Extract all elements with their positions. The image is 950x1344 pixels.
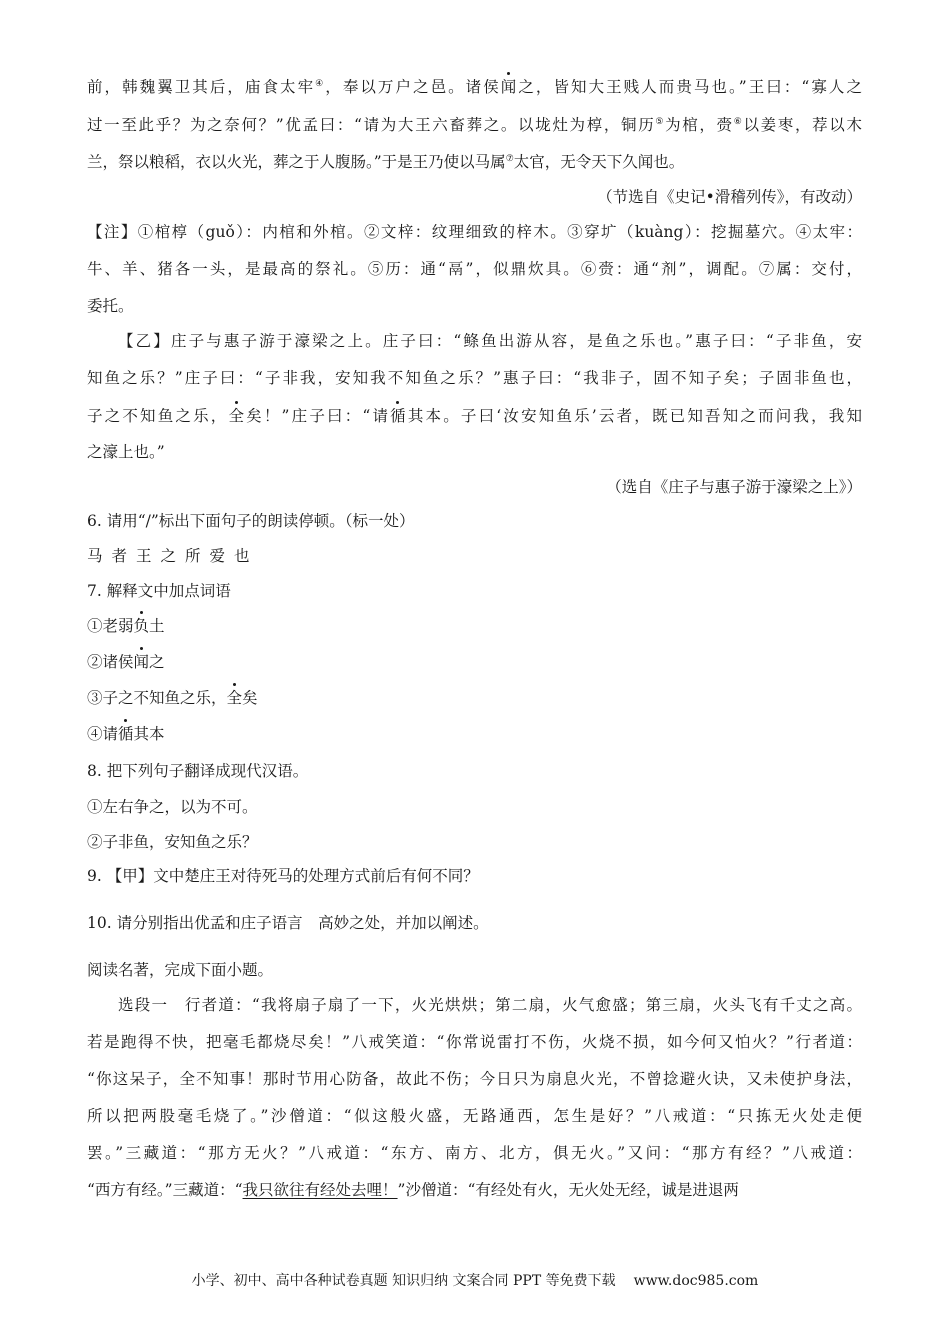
notes-line-2: 牛、羊、猪各一头，是最高的祭礼。⑤历：通“鬲”，似鼎炊具。⑥赍：通“剂”，调配。⑦属：交付， — [87, 260, 862, 278]
passage-yi-line-1: 【乙】庄子与惠子游于濠梁之上。庄子曰：“鲦鱼出游从容，是鱼之乐也。”惠子曰：“子非鱼，安 — [118, 332, 862, 350]
notes-line-3: 委托。 — [87, 297, 134, 315]
reading-intro: 阅读名著，完成下面小题。 — [87, 961, 274, 979]
question-8-item-2: ②子非鱼，安知鱼之乐？ — [87, 833, 258, 851]
footer-url[interactable]: www.doc985.com — [633, 1273, 759, 1289]
reading-line-5: 罢。”三藏道：“那方无火？”八戒道：“东方、南方、北方，俱无火。”又问：“那方有经？”八戒道： — [87, 1144, 862, 1162]
reading-line-6: “西方有经。”三藏道：“我只欲往有经处去哩！”沙僧道：“有经处有火，无火处无经，诚是进退两 — [87, 1181, 739, 1199]
question-10: 10. 请分别指出优孟和庄子语言 高妙之处，并加以阐述。 — [87, 914, 489, 932]
question-7-item-2: ②诸侯闻之 — [87, 653, 165, 671]
passage-yi-line-2: 知鱼之乐？”庄子曰：“子非我，安知我不知鱼之乐？”惠子曰：“我非子，固不知子矣；子固非鱼也， — [87, 369, 862, 387]
page-footer: 小学、初中、高中各种试卷真题 知识归纳 文案合同 PPT 等免费下载 www.doc985.com — [191, 1273, 759, 1289]
passage-yi-line-4: 之濠上也。” — [87, 443, 165, 461]
question-7-item-3: ③子之不知鱼之乐，全矣 — [87, 689, 258, 707]
underlined-phrase: 我只欲往有经处去哩！ — [242, 1181, 398, 1199]
reading-line-3: “你这呆子，全不知事！那时节用心防备，故此不伤；今日只为扇息火光，不曾捻避火诀，又未使护身法， — [87, 1070, 862, 1088]
reading-line-4: 所以把两股毫毛烧了。”沙僧道：“似这般火盛，无路通西，怎生是好？”八戒道：“只拣无火处走便 — [87, 1107, 862, 1125]
question-7: 7. 解释文中加点词语 — [87, 582, 231, 600]
passage-jia-line-2: 过一至此乎？为之奈何？”优孟曰：“请为大王六畜葬之。以垅灶为椁，铜历⑤为棺，赍⑥以姜枣，荐以木 — [87, 116, 862, 134]
passage-jia-line-1: 前，韩魏翼卫其后，庙食太牢④，奉以万户之邑。诸侯闻之，皆知大王贱人而贵马也。”王曰：“寡人之 — [87, 78, 862, 96]
reading-line-1: 选段一 行者道：“我将扇子扇了一下，火光烘烘；第二扇，火气愈盛；第三扇，火头飞有千丈之高。 — [118, 996, 862, 1014]
passage-jia-source: （节选自《史记•滑稽列传》，有改动） — [597, 188, 862, 206]
question-8-item-1: ①左右争之，以为不可。 — [87, 798, 258, 816]
question-6-sentence: 马者王之所爱也 — [87, 547, 259, 565]
question-7-item-4: ④请循其本 — [87, 725, 165, 743]
notes-line-1: 【注】①棺椁（guǒ）：内棺和外棺。②文梓：纹理细致的梓木。③穿圹（kuàng）：挖掘墓穴。④太牢： — [87, 223, 862, 241]
question-8: 8. 把下列句子翻译成现代汉语。 — [87, 762, 309, 780]
passage-jia-line-3: 兰，祭以粮稻，衣以火光，葬之于人腹肠。”于是王乃使以马属⑦太官，无令天下久闻也。 — [87, 153, 685, 171]
question-7-item-1: ①老弱负土 — [87, 617, 165, 635]
question-6: 6. 请用“/”标出下面句子的朗读停顿。（标一处） — [87, 512, 415, 530]
question-9: 9. 【甲】文中楚庄王对待死马的处理方式前后有何不同？ — [87, 867, 479, 885]
passage-yi-line-3: 子之不知鱼之乐，全矣！”庄子曰：“请循其本。子曰‘汝安知鱼乐’云者，既已知吾知之而问我，我知 — [87, 407, 862, 425]
passage-yi-source: （选自《庄子与惠子游于濠梁之上》） — [606, 478, 862, 496]
reading-line-2: 若是跑得不快，把毫毛都烧尽矣！”八戒笑道：“你常说雷打不伤，火烧不损，如今何又怕火？”行者道： — [87, 1033, 862, 1051]
